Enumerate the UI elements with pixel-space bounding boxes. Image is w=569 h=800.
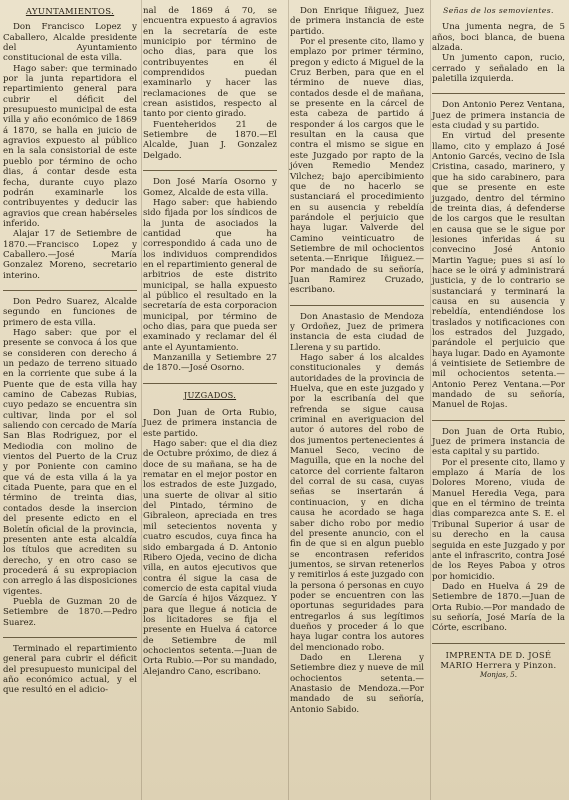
column-4 (432, 6, 565, 681)
notice-paragraph: Una jumenta negra, de 5 años, boci blanca, de buena alzada. (432, 22, 565, 54)
notice-paragraph: Por el presente cito, llamo y emplazo á María de los Dolores Moreno, viuda de Manuel Heredia Vega, para que en el término de treinta dias comparezca ante S. E. el Tribunal Superior á usar de su derecho en la causa seguida en este Juzgado y por ante el infrascrito, contra José de los Reyes Paboa y otros por homicidio. (432, 457, 565, 582)
notice-signature: Alajar 17 de Setiembre de 1870.—Francisco Lopez y Caballero.—José María Gonzalez Moreno, secretario interino. (3, 229, 137, 281)
notice-paragraph: Don Antonio Perez Ventana, Juez de primera instancia de esta ciudad y su partido. (432, 100, 565, 132)
notice-paragraph: Don José María Osorno y Gomez, Alcalde de esta villa. (143, 177, 277, 198)
divider (143, 170, 277, 171)
notice-paragraph: Hago saber: que el dia diez de Octubre próximo, de diez á doce de su mañana, se ha de rematar en el mejor postor en los estrados de este Juzgado, una suerte de olivar al sitio del Pintado, término de Gibraleon, apreciada en tres mil setecientos noventa y cuatro escudos, cuya finca ha sido embargada á D. Antonio Ribero Ojeda, vecino de dicha villa, en autos ejecutivos que contra él sigue la casa de comercio de esta capital viuda de García é hijos Vázquez. Y para que llegue á noticia de los licitadores se fija el presente en Huelva á catorce de Setiembre de mil ochocientos setenta.—Juan de Orta Rubio.—Por su mandado, Alejandro Cano, escribano. (143, 439, 277, 677)
column-divider (141, 0, 142, 800)
notice-paragraph: Don Francisco Lopez y Caballero, Alcalde presidente del Ayuntamiento constitucional de esta villa. (3, 22, 137, 64)
notice-signature: Fuenteheridos 21 de Setiembre de 1870.—El Alcalde, Juan J. Gonzalez Delgado. (143, 119, 277, 161)
divider (3, 290, 137, 291)
section-header-juzgados: JUZGADOS. (183, 389, 237, 400)
notice-paragraph: Don Juan de Orta Rubio, Juez de primera instancia de este partido. (143, 408, 277, 439)
notice-paragraph: nal de 1869 á 70, se encuentra expuesto á agravios en la secretaría de este municipio por término de ocho dias, para que los contribuyentes en él comprendidos puedan examinarlo y hacer las reclamaciones de que se crean asistidos, respecto al tanto por ciento girado. (143, 6, 277, 120)
notice-paragraph: Un jumento capon, rucio, cerrado y señalado en la paletilla izquierda. (432, 53, 565, 85)
divider (432, 93, 565, 94)
column-3 (290, 6, 424, 715)
notice-paragraph: Don Anastasio de Mendoza y Ordoñez, Juez de primera instancia de esta ciudad de Llerena y su partido. (290, 311, 424, 353)
divider (290, 305, 424, 306)
divider (143, 383, 277, 384)
notice-paragraph: Hago saber: que terminado por la junta repartidora el repartimiento general para cubrir el déficit del presupuesto municipal de esta villa y año económico de 1869 á 1870, se halla en juicio de agravios expuesto al público en la sala consistorial de este pueblo por término de ocho dias, á contar desde esta fecha, durante cuyo plazo podrán examinarle los contribuyentes y deducir las agravios que crean habérseles inferido. (3, 63, 137, 229)
notice-paragraph: Hago saber á los alcaldes constitucionales y demás autoridades de la provincia de Huelva, que en este juzgado y por la escribanía del que refrenda se sigue causa criminal en averiguacion del autor ó autores del robo de dos jumentos pertenecientes á Manuel Seco, vecino de Maguilla, que en la noche del catorce del corriente faltaron del corral de su casa, cuyas señas se insertarán á continuacion, y en dicha causa he acordado se haga saber dicho robo por medio del presente anuncio, con el fin de que si en algun pueblo se encontrasen referidos jumentos, se sirvan retenerlos y remitirlos á este juzgado con la persona ó personas en cuyo poder se encuentren con las oportunas seguridades para entregarlos á sus legítimos dueños y proceder á lo que haya lugar contra los autores del mencionado robo. (290, 353, 424, 653)
printer-address: Monjas, 5. (480, 671, 517, 680)
column-divider (430, 0, 431, 800)
notice-paragraph: Hago saber: que por el presente se convoca á los que se consideren con derecho á un pedazo de terreno situado en la corriente que sube á la Puente que de esta villa hay camino de Cabezas Rubias, cuyo pedazo se encuentra sin cultivar, linda por el sol saliendo con cercado de María San Blas Rodriguez, por el Mediodia con molino de vientos del Puerto de la Cruz y por Poniente con camino que vá de esta villa á la ya citada Puente, para que en el término de treinta dias, contados desde la insercion del presente edicto en el Boletín oficial de la provincia, presenten ante esta alcaldía los títulos que acrediten su derecho, y en otro caso se procederá á su expropiacion con arreglo á las disposiciones vigentes. (3, 327, 137, 597)
notice-signature: Manzanilla y Setiembre 27 de 1870.—José Osorno. (143, 353, 277, 374)
notice-signature: Dado en Llerena y Setiembre diez y nueve de mil ochocientos setenta.—Anastasio de Mendoza.—Por mandado de su señoría, Antonio Sabido. (290, 652, 424, 715)
column-2 (143, 6, 277, 677)
divider (432, 420, 565, 421)
notice-paragraph: Hago saber: que habiendo sido fijada por los síndicos de la junta de asociados la cantidad que ha correspondido á cada uno de los individuos comprendidos en el repartimiento general de arbitrios de este distrito municipal, se halla expuesto al público el resultado en la secretaría de esta corporacion municipal, por término de ocho dias, para que pueda ser examinado y reclamar del él ante el Ayuntamiento. (143, 197, 277, 353)
notice-paragraph: Don Enrique Iñiguez, Juez de primera instancia de este partido. (290, 6, 424, 37)
notice-paragraph: En virtud del presente llamo, cito y emplazo á José Antonio Garcés, vecino de Isla Cristina, casado, marinero, y que ha sido carabinero, para que se presente en este juzgado, dentro del término de treinta dias, á defenderse de los cargos que le resultan en causa que se le sigue por lesiones inferidas á su convecino José Antonio Martin Yague; pues si así lo hace se le oirá y administrará justicia, y de lo contrario se sustanciará y terminará la causa en su ausencia y rebeldía, entendiéndose los traslados y notificaciones con los estrados del Juzgado, parándole el perjuicio que haya lugar. Dado en Ayamonte á veintisiete de Setiembre de mil ochocientos setenta.—Antonio Perez Ventana.—Por mandado de su señoría, Manuel de Rojas. (432, 131, 565, 411)
notice-paragraph: Terminado el repartimiento general para cubrir el déficit del presupuesto municipal del año económico actual, y el que resultó en el adicio- (3, 643, 137, 696)
section-header-ayuntamientos: AYUNTAMIENTOS. (25, 6, 115, 16)
section-header-senas: Señas de los semovientes. (443, 6, 554, 15)
notice-paragraph: Don Juan de Orta Rubio, Juez de primera instancia de esta capital y su partido. (432, 426, 565, 458)
column-1 (3, 6, 137, 696)
notice-paragraph: Don Pedro Suarez, Alcalde segundo en funciones de primero de esta villa. (3, 296, 137, 328)
notice-signature: Puebla de Guzman 20 de Setiembre de 1870.—Pedro Suarez. (3, 596, 137, 628)
notice-signature: Dado en Huelva á 29 de Setiembre de 1870.—Juan de Orta Rubio.—Por mandado de su señoría, José María de la Córte, escribano. (432, 581, 565, 634)
divider (432, 643, 565, 644)
printer-imprint: IMPRENTA DE D. JOSÉ MARIO Herrera y Pinzon. (440, 649, 557, 670)
notice-paragraph: Por el presente cito, llamo y emplazo por primer término, pregon y edicto á Miguel de la Cruz Berben, para que en el término de nueve dias, contados desde el de mañana, se presente en la cárcel de esta cabeza de partido á responder á los cargos que le resultan en la causa que contra el mismo se sigue en este Juzgado por rapto de la jóven Remedio Mendez Vilchez; bajo apercibimiento que de no hacerlo se sustanciará el procedimiento en su ausencia y rebeldía parándole el perjuicio que haya lugar. Valverde del Camino veinticuatro de Setiembre de mil ochocientos setenta.—Enrique Iñiguez.—Por mandado de su señoría, Juan Ramirez Cruzado, escribano. (290, 37, 424, 296)
column-divider (288, 0, 289, 800)
divider (3, 637, 137, 638)
